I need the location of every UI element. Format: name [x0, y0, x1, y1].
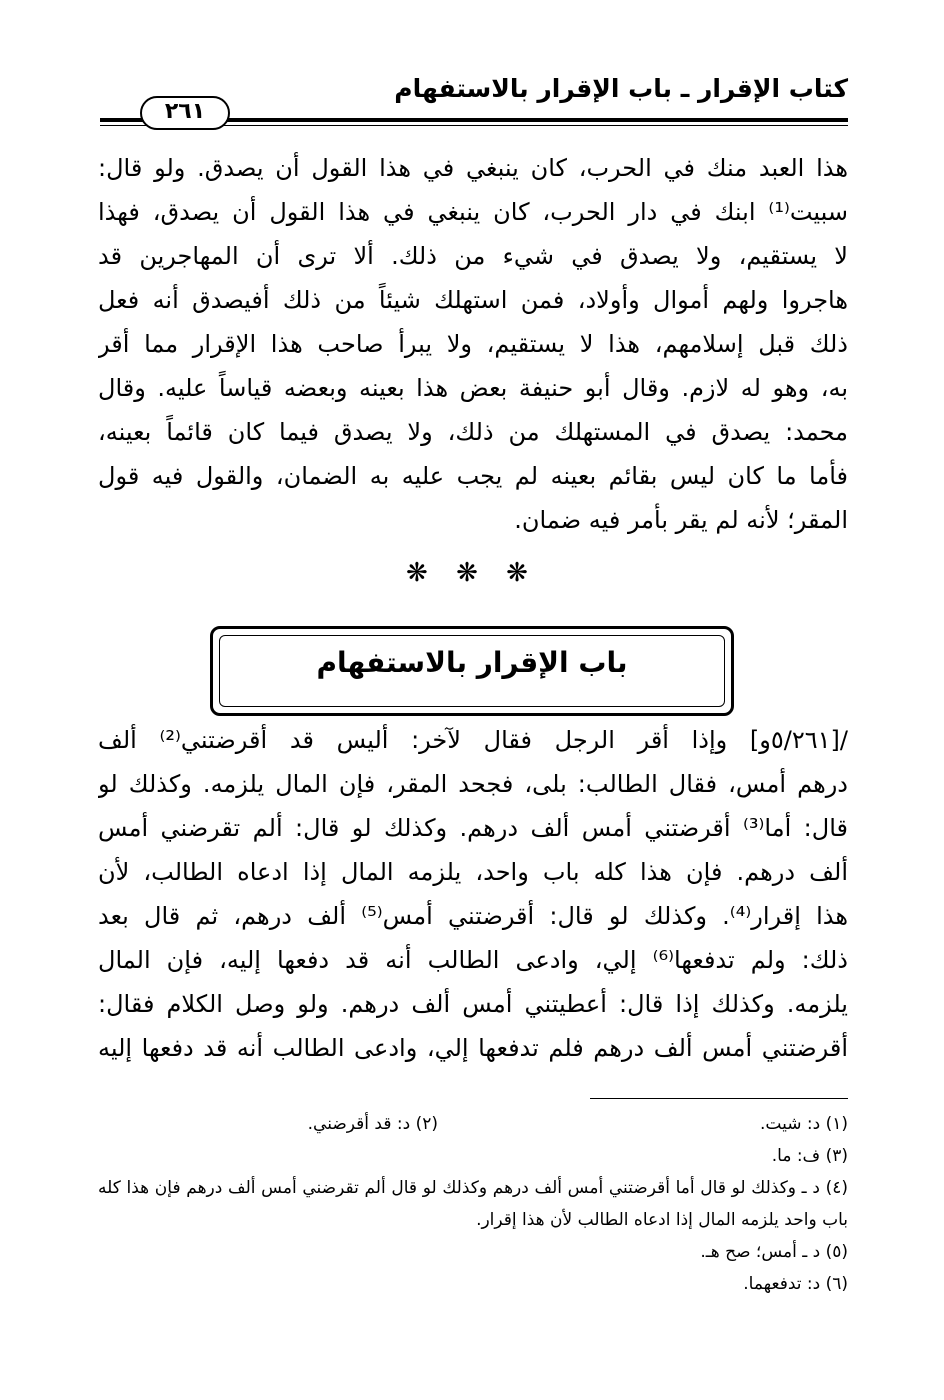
footnote-5: (٥) د ـ أمس؛ صح هـ.	[700, 1242, 848, 1262]
text-line: المقر؛ لأنه لم يقر بأمر فيه ضمان.	[514, 506, 848, 534]
footnote-separator	[590, 1098, 848, 1099]
section-ornament: ❋ ❋ ❋	[406, 558, 538, 588]
text-line: درهم أمس، فقال الطالب: بلى، فجحد المقر، فإن المال يلزمه. وكذلك لو	[98, 770, 848, 798]
page-number: ٢٦١	[140, 96, 230, 130]
text-line: فأما ما كان ليس بقائم بعينه لم يجب عليه به الضمان، والقول فيه قول	[98, 462, 848, 490]
text-line: /[٥/٢٦١و] وإذا أقر الرجل فقال لآخر: أليس قد أقرضتني⁽²⁾ ألف	[98, 726, 848, 754]
text-line: محمد: يصدق في المستهلك من ذلك، ولا يصدق فيما كان قائماً بعينه،	[98, 418, 848, 446]
footnote-3: (٣) ف: ما.	[771, 1146, 848, 1166]
chapter-title-frame	[210, 626, 734, 716]
text-line: هذا إقرار⁽⁴⁾. وكذلك لو قال: أقرضتني أمس⁽⁵⁾ ألف درهم، ثم قال بعد	[98, 902, 848, 930]
text-line: سبيت⁽¹⁾ ابنك في دار الحرب، كان ينبغي في هذا القول أن يصدق، فهذا	[98, 198, 848, 226]
text-line: لا يستقيم، ولا يصدق في شيء من ذلك. ألا ترى أن المهاجرين قد	[98, 242, 848, 270]
footnote-1: (١) د: شيت.	[760, 1114, 848, 1134]
text-line: أقرضتني أمس ألف درهم فلم تدفعها إلي، وادعى الطالب أنه قد دفعها إليه	[98, 1034, 848, 1062]
chapter-title: باب الإقرار بالاستفهام	[316, 646, 628, 679]
text-line: ذلك قبل إسلامهم، هذا لا يستقيم، ولا يبرأ صاحب هذا الإقرار مما أقر	[98, 330, 848, 358]
footnotes	[98, 1108, 848, 1300]
body-text-bottom	[98, 718, 848, 1070]
text-line: ألف درهم. فإن هذا كله باب واحد، يلزمه المال إذا ادعاه الطالب، لأن	[98, 858, 848, 886]
text-line: هاجروا ولهم أموال وأولاد، فمن استهلك شيئاً من ذلك أفيصدق أنه فعل	[98, 286, 848, 314]
footnote-row	[98, 1108, 848, 1140]
text-line: ذلك: ولم تدفعها⁽⁶⁾ إلي، وادعى الطالب أنه قد دفعها إليه، فإن المال	[98, 946, 848, 974]
text-line: هذا العبد منك في الحرب، كان ينبغي في هذا القول أن يصدق. ولو قال:	[98, 154, 848, 182]
footnote-2: (٢) د: قد أقرضني.	[307, 1114, 438, 1134]
text-line: يلزمه. وكذلك إذا قال: أعطيتني أمس ألف درهم. ولو وصل الكلام فقال:	[98, 990, 848, 1018]
footnote-6: (٦) د: تدفعهما.	[743, 1274, 848, 1294]
running-title: كتاب الإقرار ـ باب الإقرار بالاستفهام	[394, 74, 848, 103]
body-text-top	[98, 146, 848, 542]
text-line: قال: أما⁽³⁾ أقرضتني أمس ألف درهم. وكذلك لو قال: ألم تقرضني أمس	[98, 814, 848, 842]
footnote-4: (٤) د ـ وكذلك لو قال أما أقرضتني أمس ألف درهم وكذلك لو قال ألم تقرضني أمس ألف درهم فإن هذا كله باب واحد يلزمه المال إذا ادعاه الطالب لأن هذا إقرار.	[98, 1178, 848, 1230]
text-line: به، وهو له لازم. وقال أبو حنيفة بعض هذا بعينه وبعضه قياساً عليه. وقال	[98, 374, 848, 402]
